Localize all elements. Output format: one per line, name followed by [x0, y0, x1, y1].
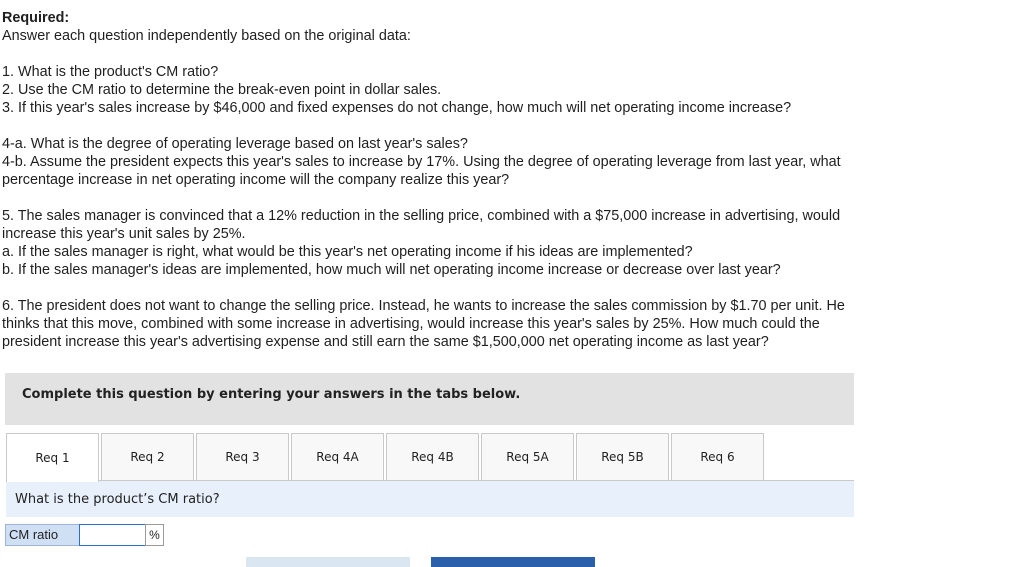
percent-unit: %: [145, 524, 164, 546]
previous-button[interactable]: [246, 557, 410, 567]
tab-req-6[interactable]: [671, 433, 764, 480]
tab-label: Req 4B: [411, 450, 454, 464]
instructions-text: Answer each question independently based on the original data:: [2, 28, 411, 44]
question-6-line-3: president increase this year's advertising expense and still earn the same $1,500,000 net operating income as last year?: [2, 334, 769, 350]
tab-label: Req 5A: [506, 450, 549, 464]
question-4b-line-2: percentage increase in net operating income will the company realize this year?: [2, 172, 510, 188]
tab-req-5a[interactable]: [481, 433, 574, 480]
tab-label: Req 6: [700, 450, 735, 464]
tab-req-3[interactable]: [196, 433, 289, 480]
required-heading: Required:: [2, 10, 70, 26]
tab-label: Req 3: [225, 450, 260, 464]
question-3: 3. If this year's sales increase by $46,000 and fixed expenses do not change, how much will net operating income increase?: [2, 100, 792, 116]
question-6-line-1: 6. The president does not want to change the selling price. Instead, he wants to increase the sales commission by $1.70 per unit. He: [2, 298, 845, 314]
tab-req-4a[interactable]: [291, 433, 384, 480]
question-5a: a. If the sales manager is right, what would be this year's net operating income if his ideas are implemented?: [2, 244, 693, 260]
tab-req-2[interactable]: [101, 433, 194, 480]
tab-req-5b[interactable]: [576, 433, 669, 480]
question-5-line-1: 5. The sales manager is convinced that a 12% reduction in the selling price, combined with a $75,000 increase in advertising, would: [2, 208, 841, 224]
tab-req-1[interactable]: [6, 433, 99, 482]
question-1: 1. What is the product's CM ratio?: [2, 64, 219, 80]
question-6-line-2: thinks that this move, combined with some increase in advertising, would increase this year's sales by 25%. How much could the: [2, 316, 820, 332]
question-prompt-bar: [6, 481, 854, 517]
cm-ratio-input[interactable]: [79, 524, 147, 546]
next-button[interactable]: [431, 557, 595, 567]
cm-ratio-label: CM ratio: [5, 524, 82, 546]
question-prompt: What is the product’s CM ratio?: [15, 492, 220, 507]
question-4a: 4-a. What is the degree of operating leverage based on last year's sales?: [2, 136, 468, 152]
banner-text: Complete this question by entering your answers in the tabs below.: [22, 387, 521, 402]
question-5b: b. If the sales manager's ideas are implemented, how much will net operating income increase or decrease over last year?: [2, 262, 781, 278]
tab-req-4b[interactable]: [386, 433, 479, 480]
tab-label: Req 1: [35, 451, 70, 465]
instruction-banner: [5, 373, 854, 425]
tab-label: Req 4A: [316, 450, 359, 464]
question-4b-line-1: 4-b. Assume the president expects this year's sales to increase by 17%. Using the degree of operating leverage from last year, what: [2, 154, 841, 170]
question-5-line-2: increase this year's unit sales by 25%.: [2, 226, 246, 242]
tab-label: Req 5B: [601, 450, 644, 464]
question-2: 2. Use the CM ratio to determine the break-even point in dollar sales.: [2, 82, 442, 98]
tab-label: Req 2: [130, 450, 165, 464]
